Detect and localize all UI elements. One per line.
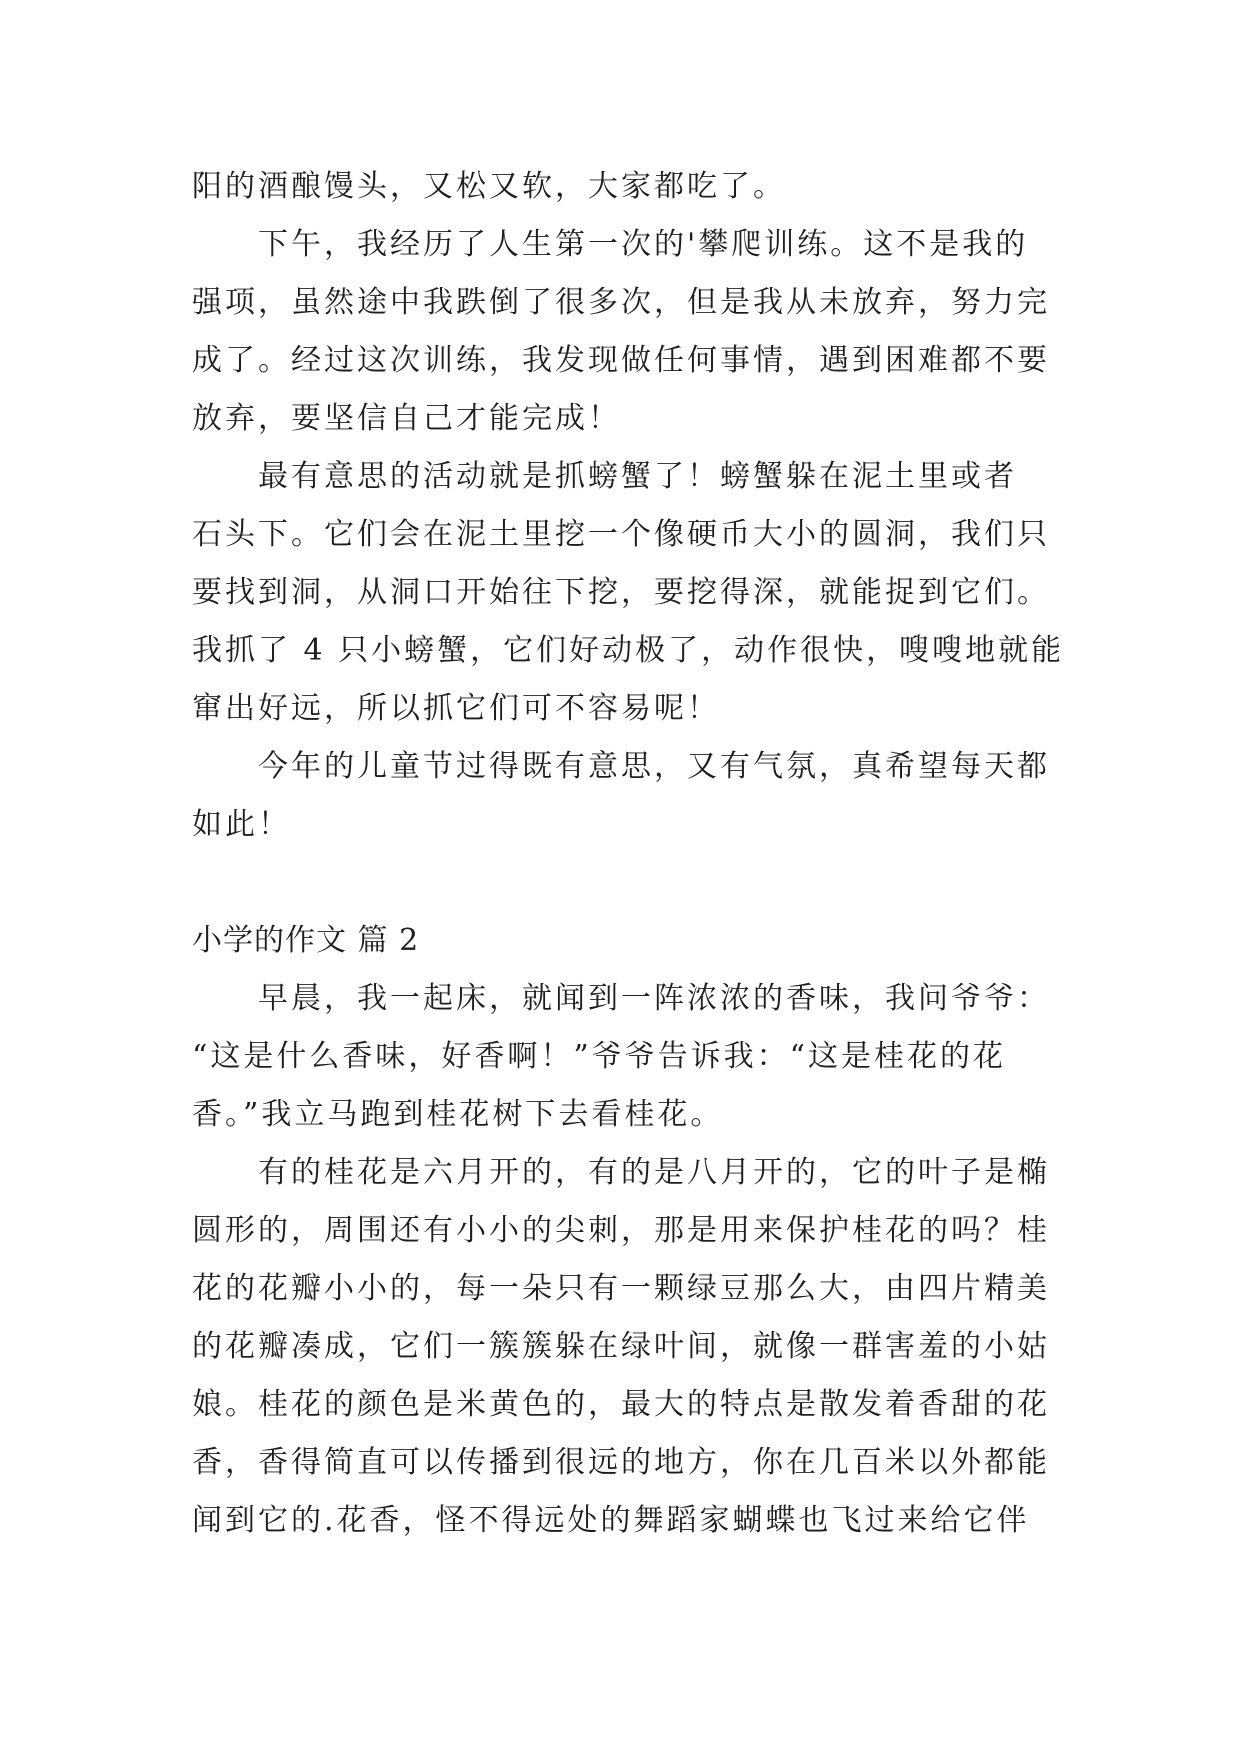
text-line: “这是什么香味，好香啊！”爷爷告诉我：“这是桂花的花: [192, 1039, 1007, 1074]
paragraph-start-line: 早晨，我一起床，就闻到一阵浓浓的香味，我问爷爷：: [258, 981, 1050, 1016]
paragraph-start-line: 下午，我经历了人生第一次的'攀爬训练。这不是我的: [258, 227, 1029, 262]
text-line: 圆形的，周围还有小小的尖刺，那是用来保护桂花的吗？桂: [192, 1213, 1050, 1248]
text-line: 强项，虽然途中我跌倒了很多次，但是我从未放弃，努力完: [192, 285, 1050, 320]
text-line: 石头下。它们会在泥土里挖一个像硬币大小的圆洞，我们只: [192, 517, 1050, 552]
text-line: 如此！: [192, 807, 291, 842]
essay-part-1: [192, 158, 1072, 854]
text-line: 成了。经过这次训练，我发现做任何事情，遇到困难都不要: [192, 343, 1050, 378]
text-line: 香，香得简直可以传播到很远的地方，你在几百米以外都能: [192, 1445, 1050, 1480]
text-line: 要找到洞，从洞口开始往下挖，要挖得深，就能捉到它们。: [192, 575, 1050, 610]
paragraph-start-line: 有的桂花是六月开的，有的是八月开的，它的叶子是椭: [258, 1155, 1050, 1190]
text-line: 的花瓣凑成，它们一簇簇躲在绿叶间，就像一群害羞的小姑: [192, 1329, 1050, 1364]
text-line: 放弃，要坚信自己才能完成！: [192, 401, 621, 436]
text-line: 窜出好远，所以抓它们可不容易呢！: [192, 691, 720, 726]
text-line: 闻到它的.花香，怪不得远处的舞蹈家蝴蝶也飞过来给它伴: [192, 1503, 1030, 1538]
text-line: 阳的酒酿馒头，又松又软，大家都吃了。: [192, 169, 786, 204]
essay-part-2: [192, 912, 1072, 1550]
paragraph-start-line: 今年的儿童节过得既有意思，又有气氛，真希望每天都: [258, 749, 1050, 784]
text-line: 我抓了 4 只小螃蟹，它们好动极了，动作很快，嗖嗖地就能: [192, 633, 1065, 668]
text-line: 娘。桂花的颜色是米黄色的，最大的特点是散发着香甜的花: [192, 1387, 1050, 1422]
paragraph-start-line: 最有意思的活动就是抓螃蟹了！螃蟹躲在泥土里或者: [258, 459, 1017, 494]
text-line: 香。”我立马跑到桂花树下去看桂花。: [192, 1097, 724, 1132]
text-line: 花的花瓣小小的，每一朵只有一颗绿豆那么大，由四片精美: [192, 1271, 1050, 1306]
section-heading: 小学的作文 篇 2: [192, 923, 420, 958]
